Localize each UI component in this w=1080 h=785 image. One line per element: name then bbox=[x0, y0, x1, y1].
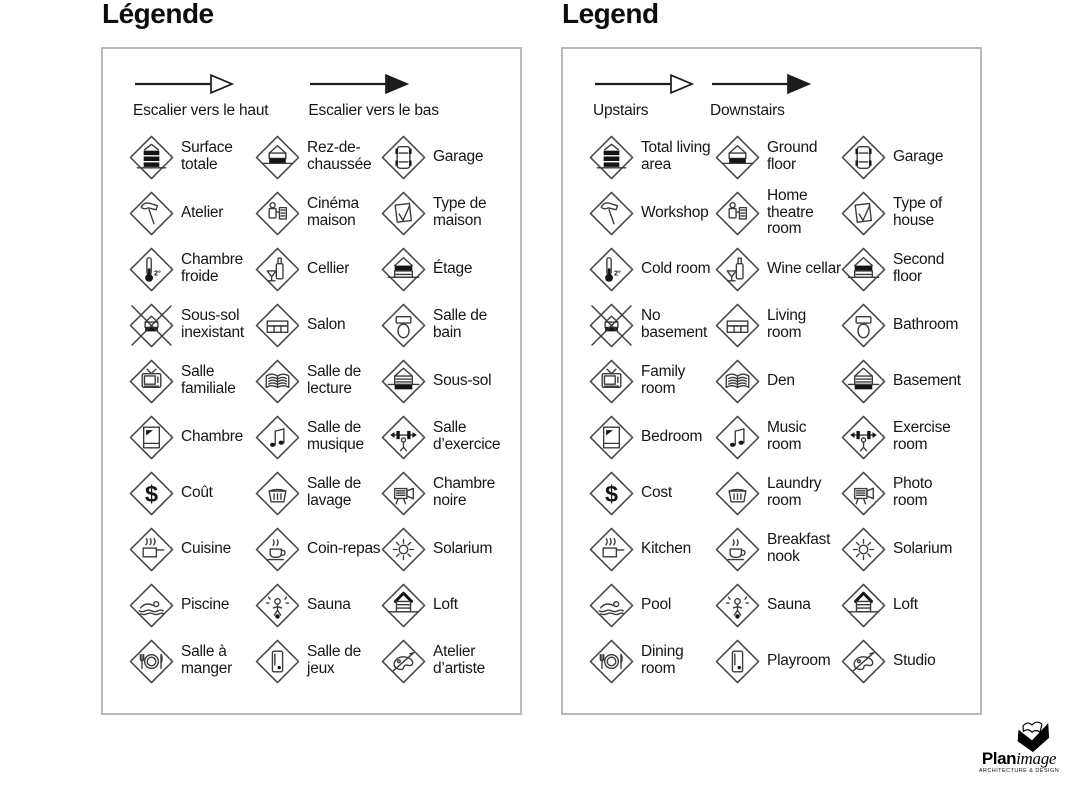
legend-item bbox=[588, 465, 714, 521]
legend-item-label: Bedroom bbox=[641, 427, 703, 445]
legend-item bbox=[840, 185, 980, 241]
legend-item bbox=[714, 241, 840, 297]
legend-item-label: Salle de lecture bbox=[307, 363, 362, 397]
legend-item-label: Bathroom bbox=[893, 315, 959, 333]
legend-item bbox=[588, 129, 714, 185]
legend-item-label: Salle de lavage bbox=[307, 475, 362, 509]
brand-name bbox=[982, 750, 1056, 767]
legend-grid bbox=[588, 129, 980, 689]
planimage-logo bbox=[971, 717, 1067, 775]
upstairs-arrow-item bbox=[593, 73, 697, 120]
laundry-room-icon bbox=[714, 470, 761, 517]
legend-item-label: Surface totale bbox=[181, 139, 233, 173]
legend-item-label: Cost bbox=[641, 483, 672, 501]
legend-item bbox=[714, 185, 840, 241]
legend-item-label: Sauna bbox=[307, 595, 351, 613]
wine-cellar-icon bbox=[254, 246, 301, 293]
total-living-area-icon bbox=[128, 134, 175, 181]
legend-item bbox=[380, 353, 520, 409]
legend-item bbox=[840, 129, 980, 185]
photo-room-icon bbox=[840, 470, 887, 517]
planimage-logo-icon bbox=[1011, 717, 1053, 753]
living-room-icon bbox=[714, 302, 761, 349]
legend-item-label: Salle à manger bbox=[181, 643, 233, 677]
ground-floor-icon bbox=[714, 134, 761, 181]
legend-item bbox=[254, 521, 380, 577]
bathroom-icon bbox=[380, 302, 427, 349]
music-room-icon bbox=[714, 414, 761, 461]
legend-item-label: Sous-sol inexistant bbox=[181, 307, 244, 341]
legend-item-label: Workshop bbox=[641, 203, 709, 221]
legend-item bbox=[840, 521, 980, 577]
legend-item-label: Piscine bbox=[181, 595, 230, 613]
loft-icon bbox=[840, 582, 887, 629]
workshop-icon bbox=[588, 190, 635, 237]
pool-icon bbox=[588, 582, 635, 629]
brand-image: image bbox=[1016, 748, 1057, 768]
legend-item-label: Salle familiale bbox=[181, 363, 236, 397]
legend-item bbox=[588, 185, 714, 241]
home-theatre-icon bbox=[254, 190, 301, 237]
legend-item bbox=[588, 241, 714, 297]
legend-item-label: Salle de bain bbox=[433, 307, 488, 341]
legend-item-label: Total living area bbox=[641, 139, 711, 173]
legend-item-label: Exercise room bbox=[893, 419, 951, 453]
dining-room-icon bbox=[128, 638, 175, 685]
svg-text:$: $ bbox=[144, 480, 159, 507]
breakfast-nook-icon bbox=[714, 526, 761, 573]
legend-item bbox=[840, 297, 980, 353]
legend-item bbox=[840, 633, 980, 689]
laundry-room-icon bbox=[254, 470, 301, 517]
arrow-label: Upstairs bbox=[593, 102, 649, 119]
legend-item bbox=[254, 129, 380, 185]
pool-icon bbox=[128, 582, 175, 629]
stairs-down-arrow-icon bbox=[308, 73, 438, 95]
brand-plan: Plan bbox=[981, 748, 1017, 768]
svg-text:$: $ bbox=[604, 480, 619, 507]
legend-item-label: Cinéma maison bbox=[307, 195, 359, 229]
legend-item-label: Studio bbox=[893, 651, 936, 669]
legend-item bbox=[254, 577, 380, 633]
legend-item-label: No basement bbox=[641, 307, 708, 341]
legend-item-label: Atelier bbox=[181, 203, 224, 221]
breakfast-nook-icon bbox=[254, 526, 301, 573]
legend-item-label: Music room bbox=[767, 419, 807, 453]
legend-item bbox=[714, 577, 840, 633]
legend-item-label: Salon bbox=[307, 315, 346, 333]
garage-icon bbox=[840, 134, 887, 181]
stairs-down-arrow-icon bbox=[710, 73, 814, 95]
legend-item-label: Salle d’exercice bbox=[433, 419, 501, 453]
arrows-row bbox=[593, 73, 814, 120]
legend-item bbox=[128, 465, 254, 521]
arrow-label: Escalier vers le bas bbox=[308, 102, 439, 119]
panel-title-fr: Légende bbox=[102, 0, 214, 29]
legend-item bbox=[380, 521, 520, 577]
exercise-room-icon bbox=[380, 414, 427, 461]
legend-item-label: Salle de jeux bbox=[307, 643, 362, 677]
legend-item-label: Basement bbox=[893, 371, 961, 389]
cost-icon bbox=[588, 470, 635, 517]
legend-item bbox=[380, 297, 520, 353]
legend-item-label: Loft bbox=[893, 595, 918, 613]
legend-item-label: Wine cellar bbox=[767, 259, 841, 277]
studio-icon bbox=[840, 638, 887, 685]
svg-text:2°: 2° bbox=[613, 267, 621, 277]
legend-item bbox=[380, 185, 520, 241]
legend-item-label: Playroom bbox=[767, 651, 831, 669]
stairs-up-arrow-icon bbox=[593, 73, 697, 95]
legend-item-label: Dining room bbox=[641, 643, 684, 677]
legend-item bbox=[714, 521, 840, 577]
bedroom-icon bbox=[588, 414, 635, 461]
total-living-area-icon bbox=[588, 134, 635, 181]
legend-item-label: Chambre bbox=[181, 427, 243, 445]
garage-icon bbox=[380, 134, 427, 181]
legend-item-label: Sous-sol bbox=[433, 371, 492, 389]
basement-icon bbox=[380, 358, 427, 405]
legend-item bbox=[588, 353, 714, 409]
legend-item-label: Rez-de-chaussée bbox=[307, 139, 372, 173]
sauna-icon bbox=[254, 582, 301, 629]
legend-item-label: Solarium bbox=[433, 539, 493, 557]
family-room-icon bbox=[588, 358, 635, 405]
legend-item bbox=[128, 577, 254, 633]
legend-item bbox=[128, 185, 254, 241]
legend-item bbox=[714, 297, 840, 353]
legend-item bbox=[254, 409, 380, 465]
legend-item bbox=[128, 633, 254, 689]
legend-box bbox=[101, 47, 522, 715]
brand-tagline: ARCHITECTURE & DESIGN bbox=[978, 768, 1060, 774]
arrow-label: Downstairs bbox=[710, 102, 785, 119]
legend-item-label: Salle de musique bbox=[307, 419, 364, 453]
svg-text:2°: 2° bbox=[153, 267, 161, 277]
legend-item-label: Den bbox=[767, 371, 795, 389]
legend-item bbox=[128, 129, 254, 185]
legend-item-label: Coût bbox=[181, 483, 213, 501]
legend-item bbox=[128, 409, 254, 465]
legend-item bbox=[128, 353, 254, 409]
legend-item-label: Garage bbox=[433, 147, 484, 165]
legend-item-label: Étage bbox=[433, 259, 473, 277]
legend-item bbox=[588, 521, 714, 577]
second-floor-icon bbox=[380, 246, 427, 293]
bedroom-icon bbox=[128, 414, 175, 461]
playroom-icon bbox=[714, 638, 761, 685]
playroom-icon bbox=[254, 638, 301, 685]
legend-item bbox=[588, 297, 714, 353]
legend-item bbox=[380, 129, 520, 185]
music-room-icon bbox=[254, 414, 301, 461]
panel-title-en: Legend bbox=[562, 0, 659, 29]
no-basement-icon bbox=[588, 302, 635, 349]
legend-item-label: Coin-repas bbox=[307, 539, 381, 557]
cost-icon bbox=[128, 470, 175, 517]
cold-room-icon bbox=[588, 246, 635, 293]
legend-box bbox=[561, 47, 982, 715]
legend-item-label: Chambre noire bbox=[433, 475, 495, 509]
dining-room-icon bbox=[588, 638, 635, 685]
legend-item-label: Sauna bbox=[767, 595, 811, 613]
legend-item bbox=[380, 633, 520, 689]
legend-item bbox=[714, 465, 840, 521]
legend-item bbox=[840, 465, 980, 521]
legend-item bbox=[714, 129, 840, 185]
legend-item bbox=[588, 409, 714, 465]
legend-item bbox=[128, 521, 254, 577]
legend-item bbox=[128, 241, 254, 297]
kitchen-icon bbox=[128, 526, 175, 573]
legend-item-label: Home theatre room bbox=[767, 187, 814, 238]
legend-item bbox=[714, 409, 840, 465]
solarium-icon bbox=[840, 526, 887, 573]
type-of-house-icon bbox=[380, 190, 427, 237]
legend-item bbox=[840, 353, 980, 409]
legend-item-label: Breakfast nook bbox=[767, 531, 831, 565]
legend-grid bbox=[128, 129, 520, 689]
photo-room-icon bbox=[380, 470, 427, 517]
home-theatre-icon bbox=[714, 190, 761, 237]
legend-item bbox=[588, 633, 714, 689]
legend-item-label: Pool bbox=[641, 595, 672, 613]
downstairs-arrow-item bbox=[710, 73, 814, 120]
legend-item-label: Solarium bbox=[893, 539, 953, 557]
legend-item bbox=[254, 185, 380, 241]
legend-item bbox=[254, 633, 380, 689]
legend-item-label: Type of house bbox=[893, 195, 943, 229]
legend-item-label: Living room bbox=[767, 307, 806, 341]
basement-icon bbox=[840, 358, 887, 405]
legend-item bbox=[840, 241, 980, 297]
legend-item bbox=[254, 465, 380, 521]
legend-item bbox=[254, 241, 380, 297]
legend-item bbox=[840, 409, 980, 465]
legend-item-label: Cold room bbox=[641, 259, 711, 277]
legend-item bbox=[714, 353, 840, 409]
type-of-house-icon bbox=[840, 190, 887, 237]
legend-item-label: Laundry room bbox=[767, 475, 822, 509]
no-basement-icon bbox=[128, 302, 175, 349]
stairs-up-arrow-icon bbox=[133, 73, 268, 95]
legend-item bbox=[254, 297, 380, 353]
legend-item bbox=[380, 241, 520, 297]
upstairs-arrow-item bbox=[133, 73, 268, 120]
legend-item-label: Ground floor bbox=[767, 139, 818, 173]
studio-icon bbox=[380, 638, 427, 685]
legend-item-label: Cellier bbox=[307, 259, 350, 277]
legend-item-label: Atelier d’artiste bbox=[433, 643, 486, 677]
legend-item-label: Chambre froide bbox=[181, 251, 243, 285]
legend-item-label: Photo room bbox=[893, 475, 933, 509]
legend-item bbox=[254, 353, 380, 409]
living-room-icon bbox=[254, 302, 301, 349]
solarium-icon bbox=[380, 526, 427, 573]
bathroom-icon bbox=[840, 302, 887, 349]
second-floor-icon bbox=[840, 246, 887, 293]
kitchen-icon bbox=[588, 526, 635, 573]
arrows-row bbox=[133, 73, 439, 120]
legend-item bbox=[380, 409, 520, 465]
legend-item bbox=[714, 633, 840, 689]
legend-item-label: Kitchen bbox=[641, 539, 691, 557]
legend-item bbox=[380, 465, 520, 521]
legend-item-label: Cuisine bbox=[181, 539, 231, 557]
den-icon bbox=[714, 358, 761, 405]
legend-item bbox=[588, 577, 714, 633]
legend-item bbox=[840, 577, 980, 633]
legend-item-label: Type de maison bbox=[433, 195, 487, 229]
downstairs-arrow-item bbox=[308, 73, 438, 120]
legend-item-label: Garage bbox=[893, 147, 944, 165]
legend-item bbox=[380, 577, 520, 633]
legend-item bbox=[128, 297, 254, 353]
workshop-icon bbox=[128, 190, 175, 237]
legend-item-label: Second floor bbox=[893, 251, 945, 285]
cold-room-icon bbox=[128, 246, 175, 293]
loft-icon bbox=[380, 582, 427, 629]
arrow-label: Escalier vers le haut bbox=[133, 102, 269, 119]
wine-cellar-icon bbox=[714, 246, 761, 293]
exercise-room-icon bbox=[840, 414, 887, 461]
family-room-icon bbox=[128, 358, 175, 405]
sauna-icon bbox=[714, 582, 761, 629]
legend-item-label: Family room bbox=[641, 363, 686, 397]
den-icon bbox=[254, 358, 301, 405]
ground-floor-icon bbox=[254, 134, 301, 181]
legend-item-label: Loft bbox=[433, 595, 458, 613]
